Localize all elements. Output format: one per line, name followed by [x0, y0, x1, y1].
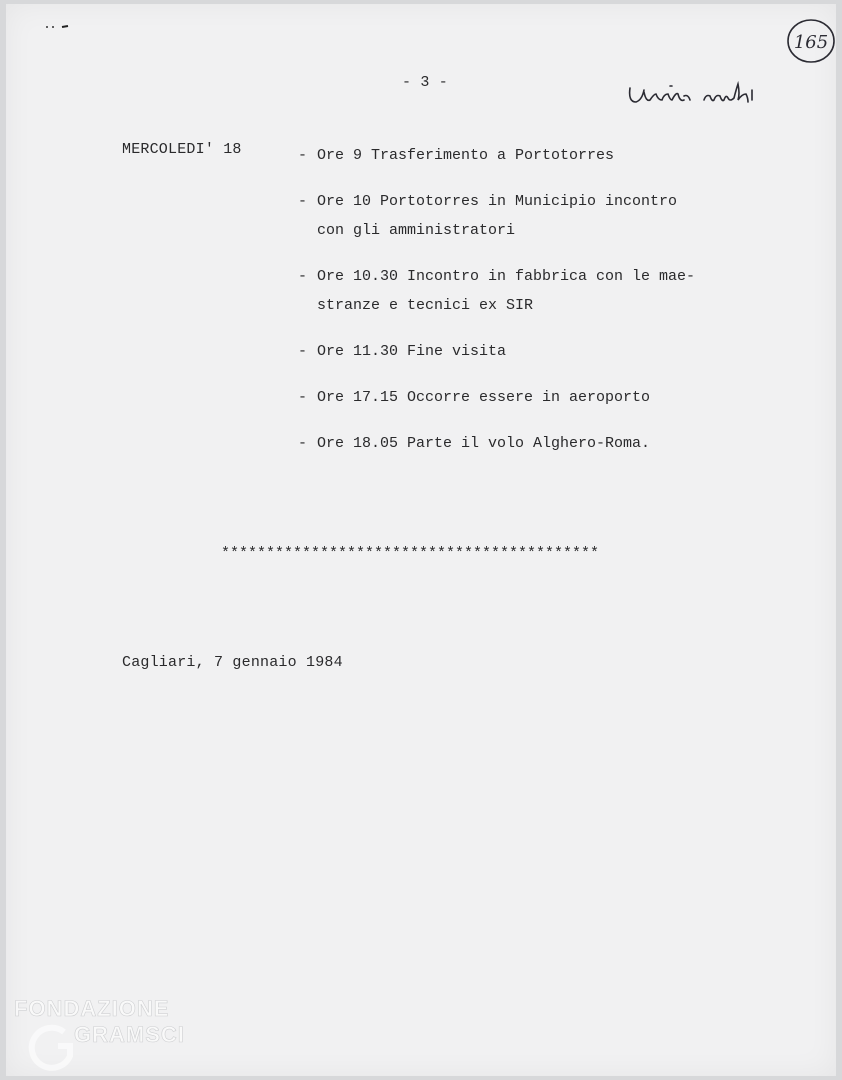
day-label: MERCOLEDI' 18	[122, 141, 242, 158]
handwritten-annotation	[626, 80, 766, 112]
agenda-item-text: Ore 18.05 Parte il volo Alghero-Roma.	[317, 435, 651, 452]
agenda-item-text: Ore 10.30 Incontro in fabbrica con le mae-	[317, 268, 696, 285]
archive-number-text: 165	[793, 32, 829, 53]
watermark-line1: FONDAZIONE	[14, 996, 170, 1021]
agenda-item: - Ore 11.30 Fine visita	[298, 343, 507, 360]
agenda-item-text: Ore 10 Portotorres in Municipio incontro	[317, 193, 678, 210]
agenda-item-continuation: con gli amministratori	[317, 222, 516, 239]
agenda-item: - Ore 10 Portotorres in Municipio incontro con gli amministratori	[298, 187, 695, 245]
fondazione-gramsci-watermark	[12, 994, 222, 1074]
place-date: Cagliari, 7 gennaio 1984	[122, 654, 343, 671]
watermark-g-logo-icon	[32, 1028, 70, 1068]
agenda-item: - Ore 10.30 Incontro in fabbrica con le mae- stranze e tecnici ex SIR	[298, 262, 695, 320]
watermark-line2: GRAMSCI	[74, 1022, 185, 1047]
page-number: - 3 -	[402, 74, 449, 91]
archive-number-stamp	[785, 16, 837, 71]
agenda-item-text: Ore 11.30 Fine visita	[317, 343, 507, 360]
agenda-item: - Ore 18.05 Parte il volo Alghero-Roma.	[298, 435, 651, 452]
document-page	[6, 4, 836, 1076]
separator-line: ******************************************	[221, 545, 600, 562]
agenda-item-continuation: stranze e tecnici ex SIR	[317, 297, 534, 314]
agenda-item-text: Ore 9 Trasferimento a Portotorres	[317, 147, 615, 164]
agenda-item-text: Ore 17.15 Occorre essere in aeroporto	[317, 389, 651, 406]
corner-ink-mark	[44, 22, 74, 32]
agenda-item: - Ore 17.15 Occorre essere in aeroporto	[298, 389, 651, 406]
agenda-list	[298, 141, 695, 475]
agenda-item: - Ore 9 Trasferimento a Portotorres	[298, 147, 615, 164]
